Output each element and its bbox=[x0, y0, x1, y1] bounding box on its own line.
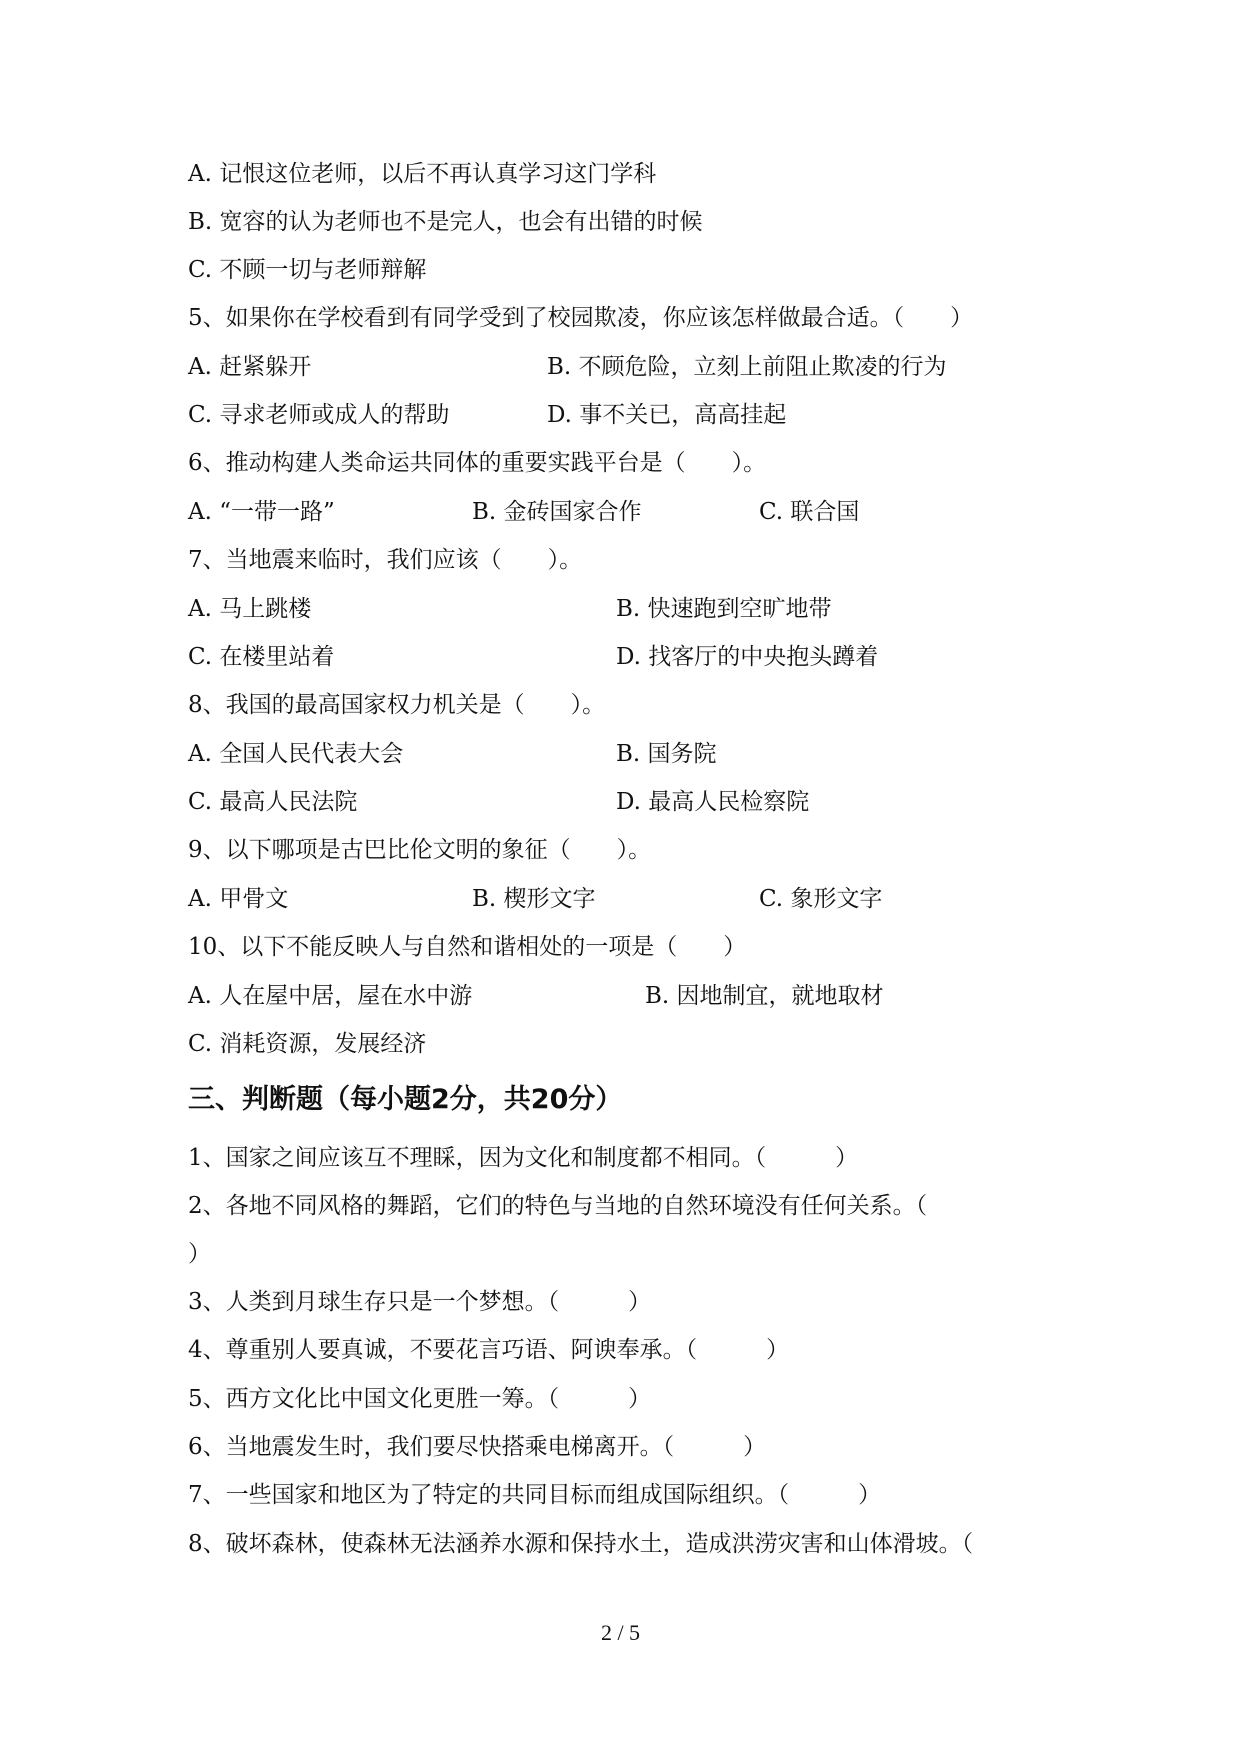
q7-stem: 7、当地震来临时，我们应该（ ）。 bbox=[188, 547, 583, 573]
q8-option-a: A. 全国人民代表大会 bbox=[188, 741, 404, 767]
q8-option-c: C. 最高人民法院 bbox=[188, 789, 358, 815]
q5-option-b: B. 不顾危险，立刻上前阻止欺凌的行为 bbox=[547, 354, 947, 380]
q10-option-c: C. 消耗资源，发展经济 bbox=[188, 1031, 427, 1057]
q9-option-c: C. 象形文字 bbox=[759, 886, 883, 912]
tf-item-5: 5、西方文化比中国文化更胜一筹。（ ） bbox=[188, 1386, 652, 1412]
tf-item-4: 4、尊重别人要真诚，不要花言巧语、阿谀奉承。（ ） bbox=[188, 1337, 790, 1363]
q7-option-a: A. 马上跳楼 bbox=[188, 596, 312, 622]
q6-stem: 6、推动构建人类命运共同体的重要实践平台是（ ）。 bbox=[188, 450, 767, 476]
q10-stem: 10、以下不能反映人与自然和谐相处的一项是（ ） bbox=[188, 934, 747, 960]
q4-option-b: B. 宽容的认为老师也不是完人，也会有出错的时候 bbox=[188, 209, 703, 235]
q5-stem: 5、如果你在学校看到有同学受到了校园欺凌，你应该怎样做最合适。（ ） bbox=[188, 305, 974, 331]
q7-option-c: C. 在楼里站着 bbox=[188, 644, 335, 670]
tf-item-2: 2、各地不同风格的舞蹈，它们的特色与当地的自然环境没有任何关系。（ bbox=[188, 1193, 928, 1219]
section-heading-true-false: 三、判断题（每小题2分，共20分） bbox=[188, 1084, 623, 1115]
tf-item-2-continuation: ） bbox=[188, 1241, 211, 1267]
tf-item-8: 8、破坏森林，使森林无法涵养水源和保持水土，造成洪涝灾害和山体滑坡。（ bbox=[188, 1531, 974, 1557]
tf-item-6: 6、当地震发生时，我们要尽快搭乘电梯离开。（ ） bbox=[188, 1434, 767, 1460]
page-number: 2 / 5 bbox=[600, 1620, 641, 1645]
q4-option-c: C. 不顾一切与老师辩解 bbox=[188, 257, 427, 283]
q8-option-b: B. 国务院 bbox=[616, 741, 717, 767]
tf-item-3: 3、人类到月球生存只是一个梦想。（ ） bbox=[188, 1289, 652, 1315]
q5-option-c: C. 寻求老师或成人的帮助 bbox=[188, 402, 450, 428]
q8-option-d: D. 最高人民检察院 bbox=[616, 789, 810, 815]
q9-option-b: B. 楔形文字 bbox=[472, 886, 596, 912]
q7-option-d: D. 找客厅的中央抱头蹲着 bbox=[616, 644, 879, 670]
q6-option-b: B. 金砖国家合作 bbox=[472, 499, 642, 525]
tf-item-7: 7、一些国家和地区为了特定的共同目标而组成国际组织。（ ） bbox=[188, 1482, 882, 1508]
q4-option-a: A. 记恨这位老师，以后不再认真学习这门学科 bbox=[188, 161, 657, 187]
q10-option-b: B. 因地制宜，就地取材 bbox=[645, 983, 884, 1009]
q6-option-c: C. 联合国 bbox=[759, 499, 860, 525]
q9-option-a: A. 甲骨文 bbox=[188, 886, 289, 912]
q5-option-a: A. 赶紧躲开 bbox=[188, 354, 312, 380]
q6-option-a: A. “一带一路” bbox=[188, 499, 335, 525]
q8-stem: 8、我国的最高国家权力机关是（ ）。 bbox=[188, 692, 606, 718]
q7-option-b: B. 快速跑到空旷地带 bbox=[616, 596, 832, 622]
q9-stem: 9、以下哪项是古巴比伦文明的象征（ ）。 bbox=[188, 837, 652, 863]
q10-option-a: A. 人在屋中居，屋在水中游 bbox=[188, 983, 473, 1009]
tf-item-1: 1、国家之间应该互不理睬，因为文化和制度都不相同。（ ） bbox=[188, 1145, 859, 1171]
q5-option-d: D. 事不关已，高高挂起 bbox=[547, 402, 787, 428]
